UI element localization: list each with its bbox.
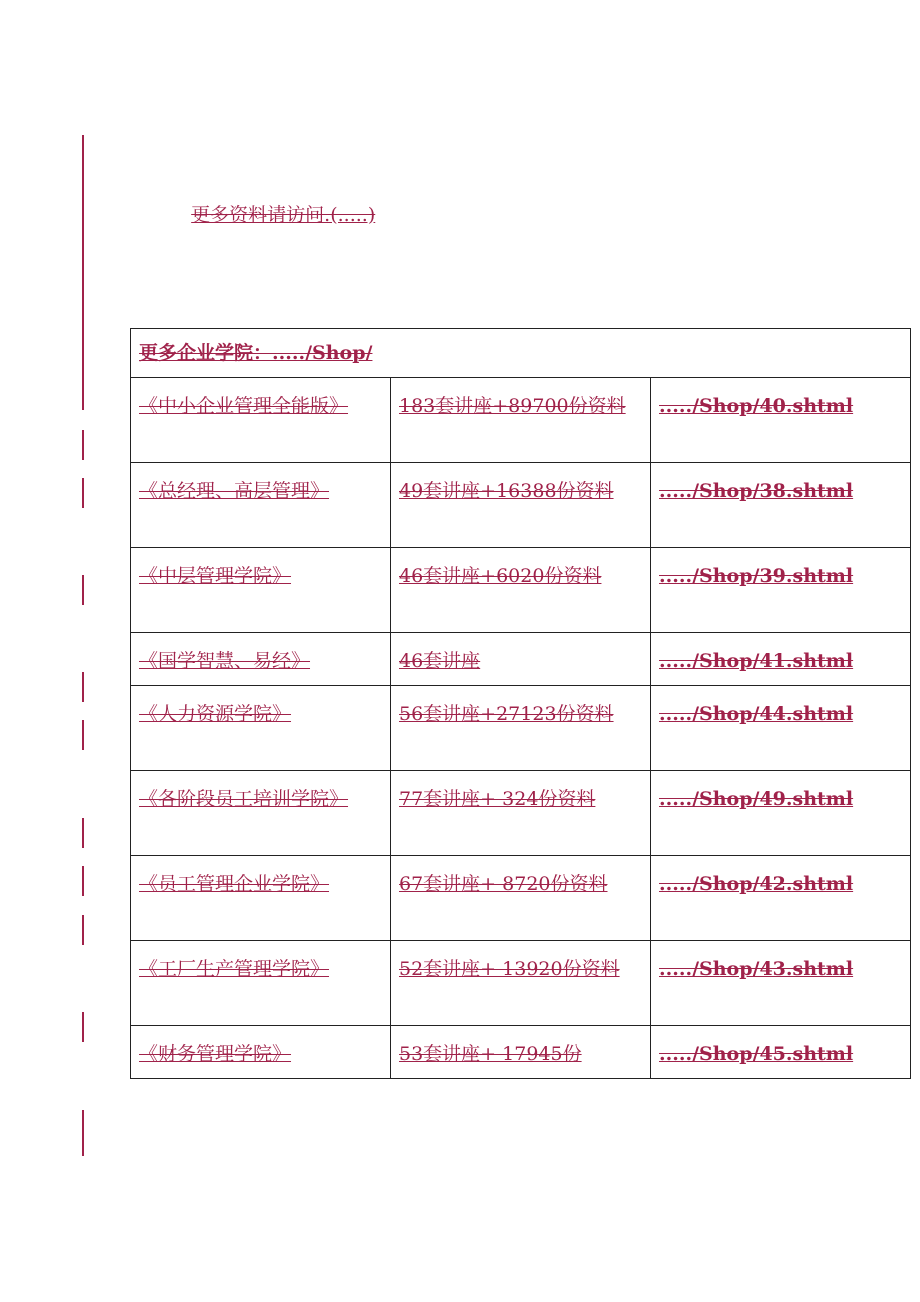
course-content: 56套讲座+27123份资料 [399,703,614,725]
course-name: 《员工管理企业学院》 [139,873,330,895]
course-name-cell [131,548,391,633]
table-header [131,329,911,378]
course-name-cell [131,941,391,1026]
course-link-cell [651,378,911,463]
course-link-cell [651,686,911,771]
course-link[interactable]: ...../Shop/44.shtml [659,703,854,725]
course-content-cell [391,686,651,771]
course-link-cell [651,941,911,1026]
table-row [131,771,911,856]
revision-bar [82,380,84,410]
course-link[interactable]: ...../Shop/38.shtml [659,480,854,502]
revision-bar [82,915,84,945]
course-name-cell [131,686,391,771]
table-row [131,686,911,771]
course-content-cell [391,856,651,941]
courses-table [130,328,911,1079]
course-content-cell [391,463,651,548]
course-link[interactable]: ...../Shop/39.shtml [659,565,854,587]
course-content: 53套讲座+ 17945份 [399,1043,582,1065]
course-name: 《各阶段员工培训学院》 [139,788,349,810]
course-name: 《中小企业管理全能版》 [139,395,349,417]
course-link-cell [651,856,911,941]
course-content-cell [391,548,651,633]
revision-bar [82,720,84,750]
intro-text[interactable]: 更多资料请访问.(.....) [191,204,376,226]
course-name: 《人力资源学院》 [139,703,292,725]
table-row [131,1026,911,1079]
course-name: 《国学智慧、易经》 [139,650,311,672]
table-row [131,633,911,686]
table-row [131,378,911,463]
course-content-cell [391,941,651,1026]
table-row [131,548,911,633]
course-name: 《工厂生产管理学院》 [139,958,330,980]
course-name-cell [131,771,391,856]
course-content: 67套讲座+ 8720份资料 [399,873,608,895]
revision-bar [82,818,84,848]
course-content: 77套讲座+ 324份资料 [399,788,596,810]
intro-line [167,200,375,227]
table-row [131,941,911,1026]
course-content: 49套讲座+16388份资料 [399,480,614,502]
course-link-cell [651,548,911,633]
revision-bar [82,430,84,460]
course-content-cell [391,1026,651,1079]
course-link-cell [651,463,911,548]
table-header-text[interactable]: 更多企业学院：...../Shop/ [139,342,373,364]
course-link[interactable]: ...../Shop/45.shtml [659,1043,854,1065]
course-link[interactable]: ...../Shop/40.shtml [659,395,854,417]
course-content: 46套讲座+6020份资料 [399,565,602,587]
course-name-cell [131,378,391,463]
revision-bar [82,672,84,702]
course-content: 183套讲座+89700份资料 [399,395,626,417]
revision-bar [82,478,84,508]
course-link[interactable]: ...../Shop/42.shtml [659,873,854,895]
revision-bar [82,866,84,896]
course-name: 《总经理、高层管理》 [139,480,330,502]
course-name: 《中层管理学院》 [139,565,292,587]
course-name-cell [131,1026,391,1079]
course-link[interactable]: ...../Shop/49.shtml [659,788,854,810]
revision-bar [82,330,84,380]
course-content-cell [391,771,651,856]
course-link-cell [651,1026,911,1079]
course-name: 《财务管理学院》 [139,1043,292,1065]
table-row [131,856,911,941]
course-name-cell [131,463,391,548]
revision-bar [82,1012,84,1042]
course-name-cell [131,633,391,686]
course-content: 52套讲座+ 13920份资料 [399,958,620,980]
course-link[interactable]: ...../Shop/41.shtml [659,650,854,672]
revision-bar [82,135,84,330]
course-link-cell [651,771,911,856]
course-name-cell [131,856,391,941]
course-content: 46套讲座 [399,650,481,672]
table-row [131,463,911,548]
course-content-cell [391,633,651,686]
course-link[interactable]: ...../Shop/43.shtml [659,958,854,980]
course-content-cell [391,378,651,463]
course-link-cell [651,633,911,686]
revision-bar [82,575,84,605]
revision-bar [82,1110,84,1156]
